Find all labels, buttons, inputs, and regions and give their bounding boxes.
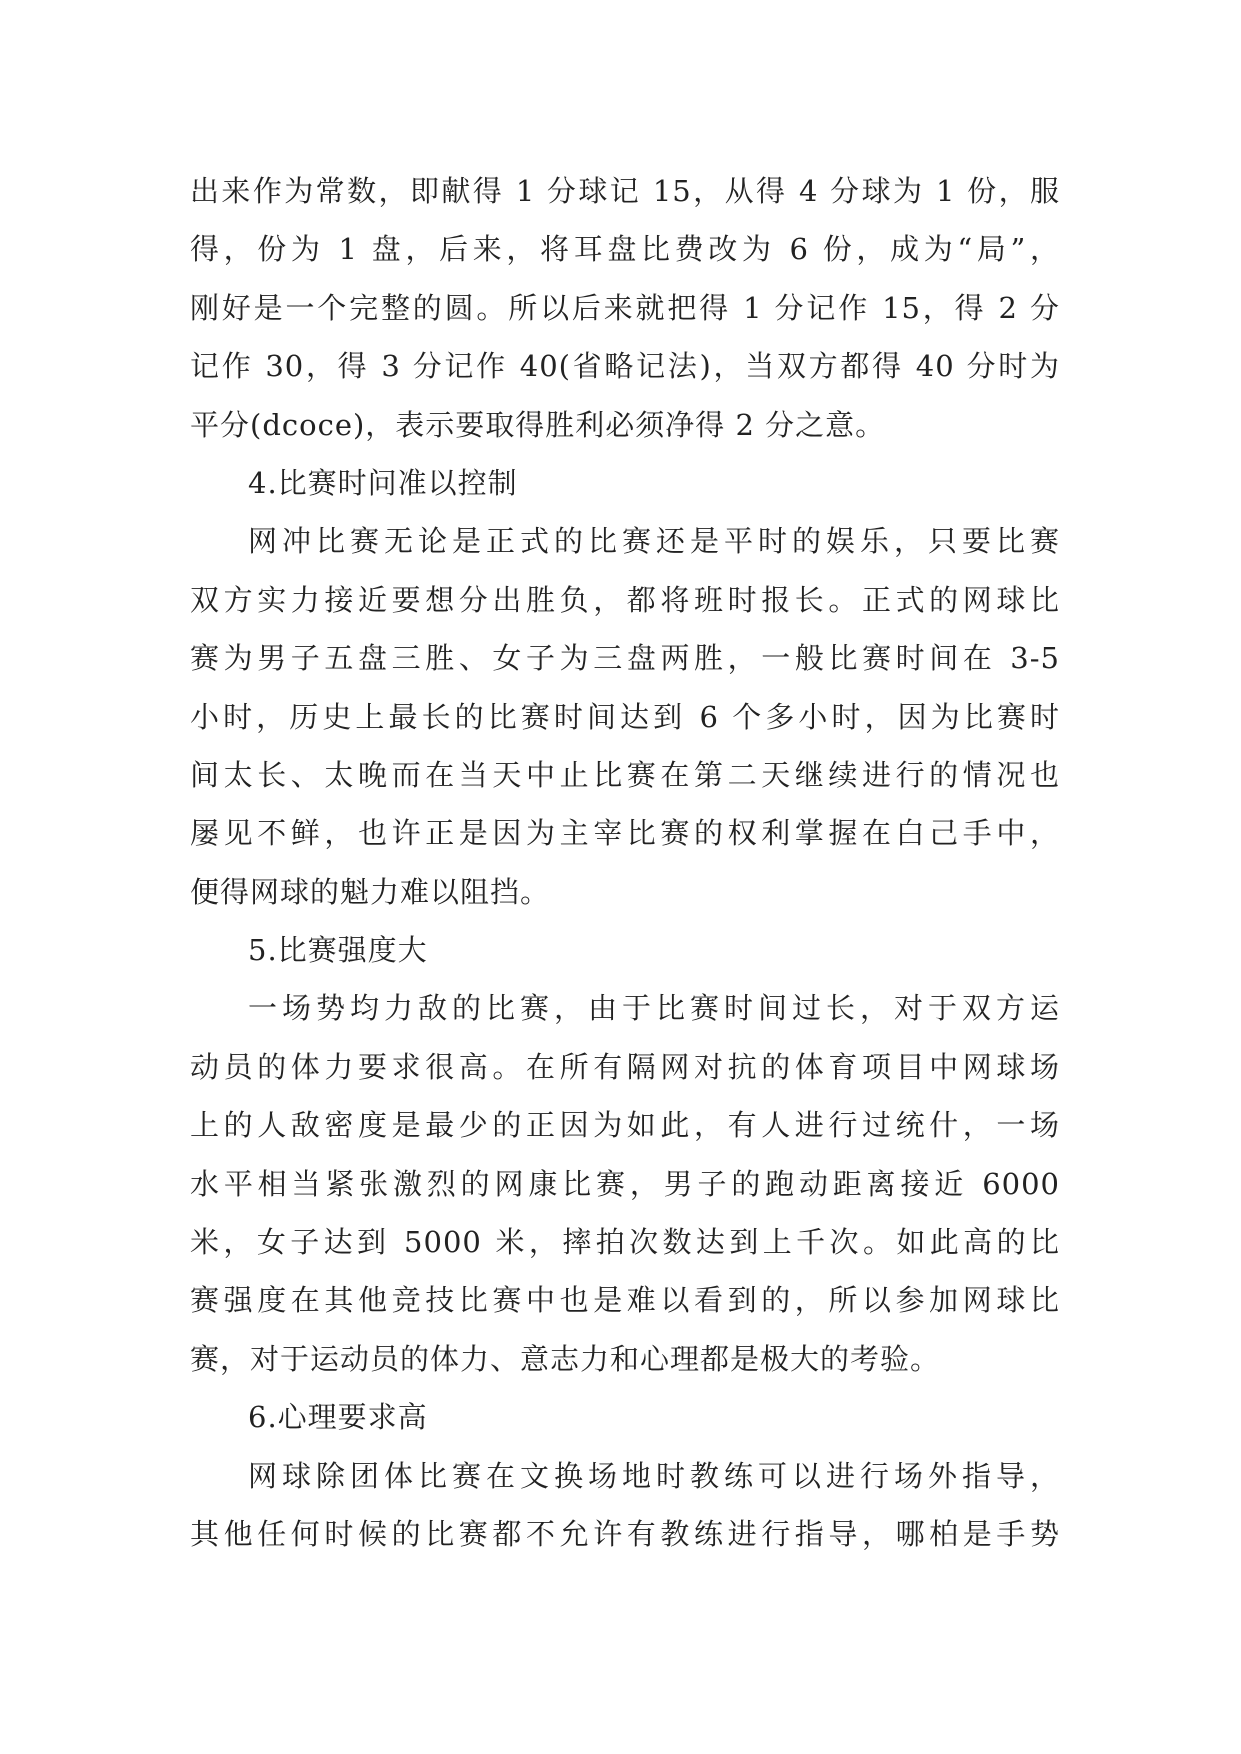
text-line: 双方实力接近要想分出胜负，都将班时报长。正式的网球比	[190, 582, 1060, 617]
section-heading-4: 4.比赛时问准以控制	[248, 465, 518, 500]
text-line: 赛强度在其他竞技比赛中也是难以看到的，所以参加网球比	[190, 1283, 1060, 1318]
text-line: 动员的体力要求很高。在所有隔网对抗的体育项目中网球场	[190, 1049, 1060, 1084]
text-line: 网球除团体比赛在文换场地时教练可以进行场外指导，	[248, 1458, 1060, 1493]
text-line: 其他任何时候的比赛都不允许有教练进行指导，哪柏是手势	[190, 1516, 1060, 1551]
section-heading-6: 6.心理要求高	[248, 1400, 428, 1435]
text-line: 上的人敌密度是最少的正因为如此，有人进行过统什，一场	[190, 1108, 1060, 1143]
section-heading-5: 5.比赛强度大	[248, 933, 428, 968]
text-line: 屡见不鲜，也许正是因为主宰比赛的权利掌握在白己手中，	[190, 816, 1060, 851]
text-line: 赛，对于运动员的体力、意志力和心理都是极大的考验。	[190, 1341, 941, 1376]
text-line: 间太长、太晚而在当天中止比赛在第二天继续进行的情况也	[190, 757, 1060, 792]
text-line: 小时，历史上最长的比赛时间达到 6 个多小时，因为比赛时	[190, 699, 1060, 734]
text-line: 一场势均力敌的比赛，由于比赛时间过长，对于双方运	[248, 991, 1060, 1026]
text-line: 得，份为 1 盘，后来，将耳盘比费改为 6 份，成为“局”，	[190, 232, 1060, 267]
text-line: 出来作为常数，即献得 1 分球记 15，从得 4 分球为 1 份，服	[190, 174, 1060, 208]
text-line: 赛为男子五盘三胜、女子为三盘两胜，一般比赛时间在 3-5	[190, 641, 1060, 676]
text-line: 网冲比赛无论是正式的比赛还是平时的娱乐，只要比赛	[248, 524, 1060, 559]
text-line: 平分(dcoce)，表示要取得胜利必须净得 2 分之意。	[190, 407, 886, 442]
body-text	[190, 162, 1060, 1563]
text-line: 水平相当紧张激烈的网康比赛，男子的跑动距离接近 6000	[190, 1166, 1060, 1201]
text-line: 米，女子达到 5000 米，摔拍次数达到上千次。如此高的比	[190, 1225, 1060, 1260]
text-line: 便得网球的魁力难以阻挡。	[190, 874, 551, 909]
text-line: 记作 30，得 3 分记作 40(省略记法)，当双方都得 40 分时为	[190, 349, 1060, 384]
text-line: 刚好是一个完整的圆。所以后来就把得 1 分记作 15，得 2 分	[190, 290, 1060, 325]
